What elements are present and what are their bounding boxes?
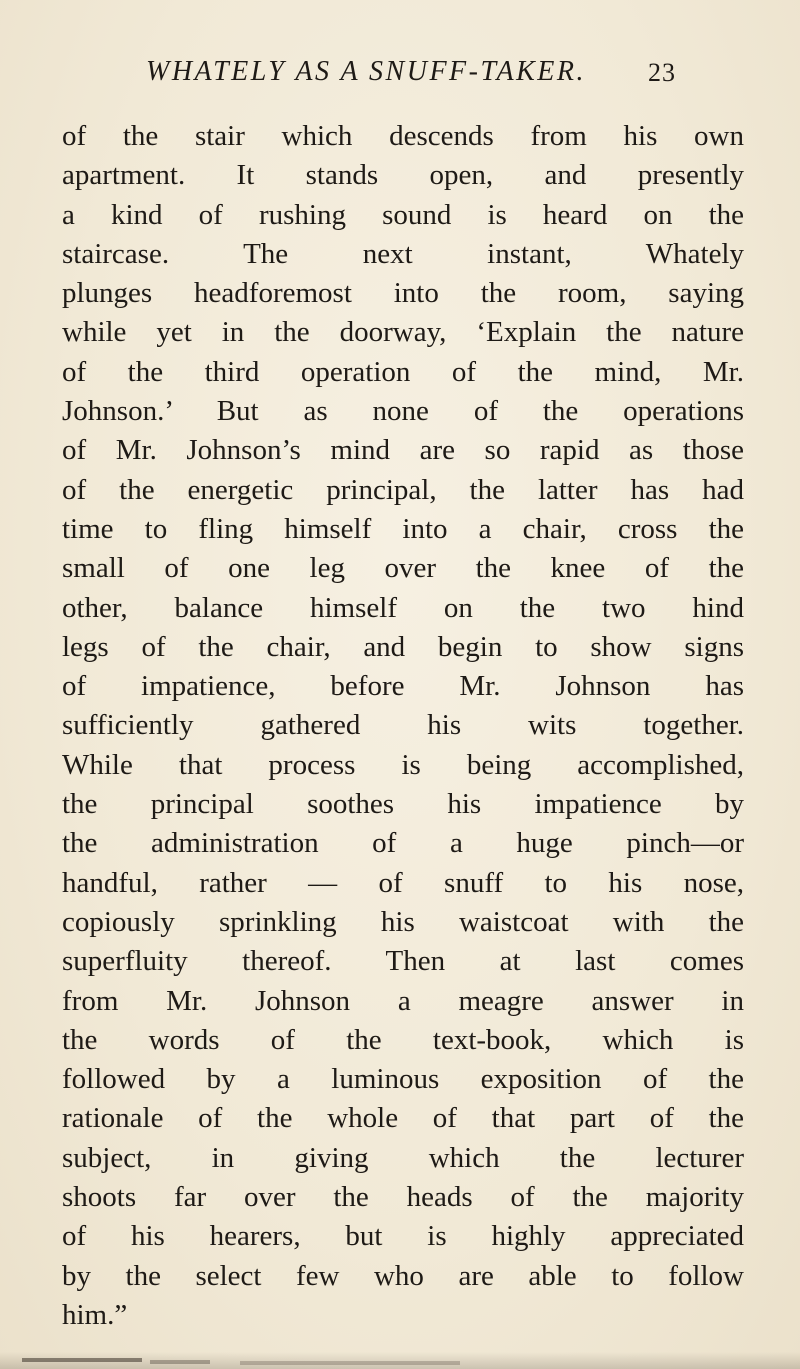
- body-text: [62, 117, 744, 1335]
- text-line: plunges headforemost into the room, saying: [62, 277, 744, 310]
- text-line: other, balance himself on the two hind: [62, 591, 744, 624]
- text-line: of the third operation of the mind, Mr.: [62, 355, 744, 388]
- text-line: followed by a luminous exposition of the: [62, 1063, 744, 1096]
- text-line: copiously sprinkling his waistcoat with the: [62, 905, 744, 938]
- text-line: legs of the chair, and begin to show signs: [62, 630, 744, 663]
- print-smudge: [22, 1358, 142, 1362]
- text-line: while yet in the doorway, ‘Explain the nature: [62, 316, 744, 349]
- text-line: the words of the text-book, which is: [62, 1023, 744, 1056]
- text-line: by the select few who are able to follow: [62, 1259, 744, 1292]
- running-head-title: WHATELY AS A SNUFF-TAKER.: [146, 56, 586, 87]
- text-line: While that process is being accomplished,: [62, 748, 744, 781]
- text-line: small of one leg over the knee of the: [62, 552, 744, 585]
- running-head: [0, 56, 800, 96]
- text-line: Johnson.’ But as none of the operations: [62, 395, 744, 428]
- text-line: apartment. It stands open, and presently: [62, 159, 744, 192]
- print-smudge: [240, 1361, 460, 1365]
- page-number: 23: [648, 58, 676, 87]
- text-line: subject, in giving which the lecturer: [62, 1141, 744, 1174]
- text-line: from Mr. Johnson a meagre answer in: [62, 984, 744, 1017]
- text-line: of Mr. Johnson’s mind are so rapid as those: [62, 434, 744, 467]
- text-line: handful, rather — of snuff to his nose,: [62, 866, 744, 899]
- text-line: the principal soothes his impatience by: [62, 788, 744, 821]
- text-line: of his hearers, but is highly appreciated: [62, 1220, 744, 1253]
- text-line: shoots far over the heads of the majority: [62, 1181, 744, 1214]
- text-line: of the energetic principal, the latter has had: [62, 473, 744, 506]
- text-line: a kind of rushing sound is heard on the: [62, 198, 744, 231]
- text-line: rationale of the whole of that part of the: [62, 1102, 744, 1135]
- text-line: staircase. The next instant, Whately: [62, 237, 744, 270]
- text-line: of impatience, before Mr. Johnson has: [62, 670, 744, 703]
- text-line: him.”: [62, 1298, 128, 1331]
- text-line: sufficiently gathered his wits together.: [62, 709, 744, 742]
- print-smudge: [150, 1360, 210, 1364]
- text-line: of the stair which descends from his own: [62, 120, 744, 152]
- text-line: the administration of a huge pinch—or: [62, 827, 744, 860]
- text-line: time to fling himself into a chair, cross the: [62, 512, 744, 545]
- text-line: superfluity thereof. Then at last comes: [62, 945, 744, 978]
